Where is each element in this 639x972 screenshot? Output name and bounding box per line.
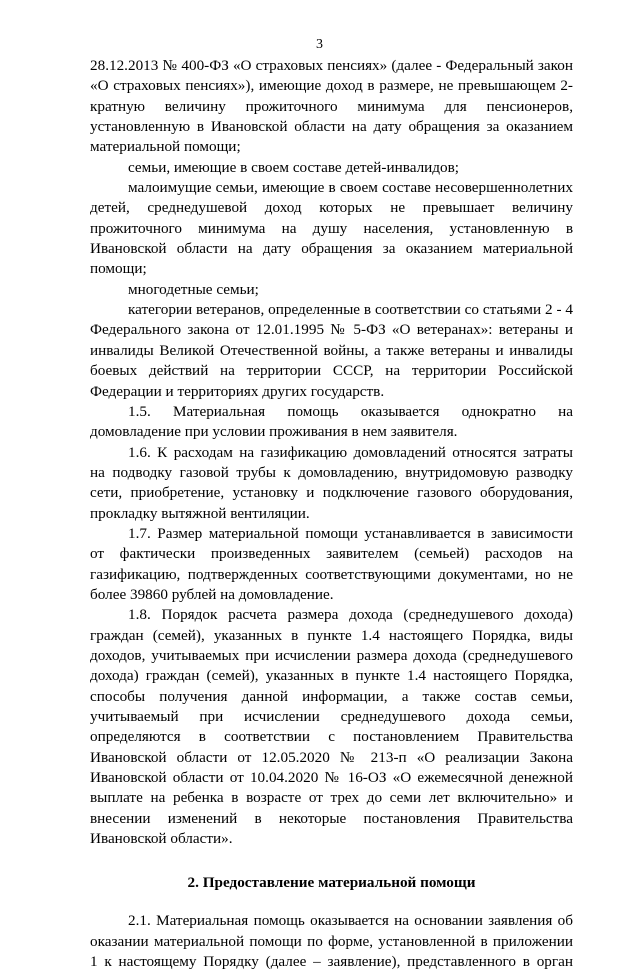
paragraph-low-income-families: малоимущие семьи, имеющие в своем составе несовершеннолетних детей, среднедушевой доход которых не превышает величину прожиточного минимума на душу населения, установленную в Ивановской области на дату обращения за оказанием материальной помощи; [90,179,573,278]
paragraph-1-6: 1.6. К расходам на газификацию домовладений относятся затраты на подводку газовой трубы к домовладению, внутридомовую разводку сети, приобретение, установку и подключение газового оборудования, прокладку вытяжной вентиляции. [90,443,573,522]
paragraph-2-1: 2.1. Материальная помощь оказывается на основании заявления об оказании материальной помощи по форме, установленной в приложении 1 к настоящему Порядку (далее – заявление), представленного в орган [90,912,573,971]
page-number: 3 [316,37,323,52]
paragraph-pension-recipients: 28.12.2013 № 400-ФЗ «О страховых пенсиях» (далее - Федеральный закон «О страховых пенсиях»), имеющие доход в размере, не превышающем 2-кратную величину прожиточного минимума для пенсионеров, установленную в Ивановской области на дату обращения за оказанием материальной помощи; [90,57,573,156]
paragraph-disabled-children-families: семьи, имеющие в своем составе детей-инвалидов; [128,158,460,176]
paragraph-1-5: 1.5. Материальная помощь оказывается однократно на домовладение при условии проживания в нем заявителя. [90,402,573,441]
paragraph-1-8: 1.8. Порядок расчета размера дохода (среднедушевого дохода) граждан (семей), указанных в пункте 1.4 настоящего Порядка, виды доходов, учитываемых при исчислении размера дохода (среднедушевого дохода) граждан (семей), указанных в пункте 1.4 настоящего Порядка, способы получения данной информации, а также состав семьи, учитываемый при исчислении среднедушевого дохода семьи, определяются в соответствии с постановлением Правительства Ивановской области от 12.05.2020 № 213-п «О реализации Закона Ивановской области от 10.04.2020 № 16-ОЗ «О ежемесячной денежной выплате на ребенка в возрасте от трех до семи лет включительно» и внесении изменений в некоторые постановления Правительства Ивановской области». [90,606,573,848]
document-body [90,56,573,972]
paragraph-veterans: категории ветеранов, определенные в соответствии со статьями 2 - 4 Федерального закона от 12.01.1995 № 5-ФЗ «О ветеранах»: ветераны и инвалиды Великой Отечественной войны, а также ветераны и инвалиды боевых действий на территории СССР, на территории Российской Федерации и территориях других государств. [90,301,573,400]
paragraph-1-7: 1.7. Размер материальной помощи устанавливается в зависимости от фактически произведенных заявителем (семьей) расходов на газификацию, подтвержденных соответствующими документами, но не более 39860 рублей на домовладение. [90,524,573,603]
section-heading: 2. Предоставление материальной помощи [187,874,476,892]
paragraph-large-families: многодетные семьи; [128,280,259,298]
